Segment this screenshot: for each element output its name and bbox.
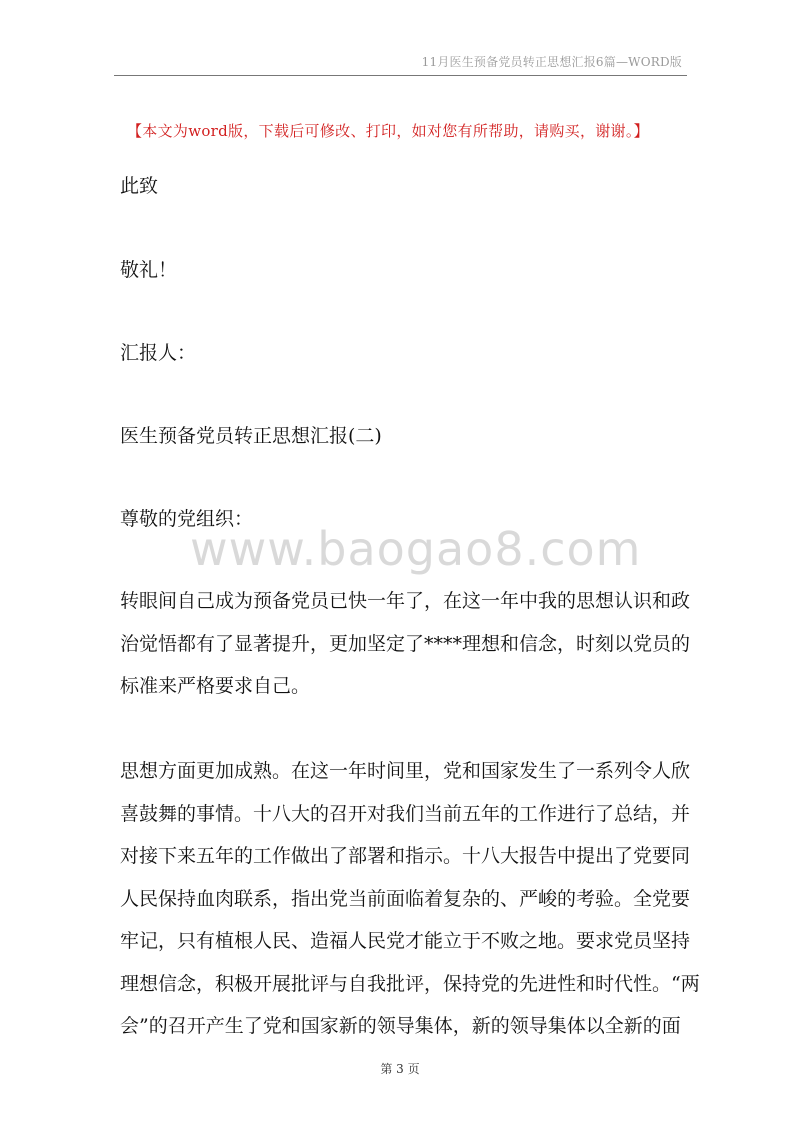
reporter-label: 汇报人： [120, 342, 197, 364]
paragraph-line: 牢记，只有植根人民、造福人民党才能立于不败之地。要求党员坚持 [120, 930, 691, 952]
paragraph-line: 转眼间自己成为预备党员已快一年了，在这一年中我的思想认识和政 [120, 590, 691, 612]
paragraph-line: 对接下来五年的工作做出了部署和指示。十八大报告中提出了党要同 [120, 845, 691, 867]
paragraph-1 [120, 580, 690, 708]
page-number: 第 3 页 [380, 1062, 420, 1076]
closing-respect: 敬礼！ [120, 259, 178, 281]
paragraph-line: 人民保持血肉联系，指出党当前面临着复杂的、严峻的考验。全党要 [120, 887, 691, 910]
paragraph-line: 治觉悟都有了显著提升，更加坚定了****理想和信念，时刻以党员的 [120, 632, 691, 655]
paragraph-line: 喜鼓舞的事情。十八大的召开对我们当前五年的工作进行了总结，并 [120, 802, 691, 825]
paragraph-line: 理想信念，积极开展批评与自我批评，保持党的先进性和时代性。“两 [120, 972, 700, 995]
closing-salutation: 此致 [120, 175, 159, 197]
paragraph-line: 会”的召开产生了党和国家新的领导集体，新的领导集体以全新的面 [120, 1015, 681, 1037]
running-header: 11月医生预备党员转正思想汇报6篇—WORD版 [421, 55, 682, 69]
paragraph-line: 标准来严格要求自己。 [120, 675, 311, 697]
paragraph-line: 思想方面更加成熟。在这一年时间里，党和国家发生了一系列令人欣 [120, 760, 691, 782]
header-divider [114, 75, 687, 76]
paragraph-2 [120, 750, 700, 1048]
download-notice: 【本文为word版，下载后可修改、打印，如对您有所帮助，请购买，谢谢。】 [127, 122, 649, 140]
section-title: 医生预备党员转正思想汇报(二) [120, 425, 382, 447]
greeting: 尊敬的党组织： [120, 508, 254, 530]
watermark: www.baogao8.com [190, 522, 642, 576]
